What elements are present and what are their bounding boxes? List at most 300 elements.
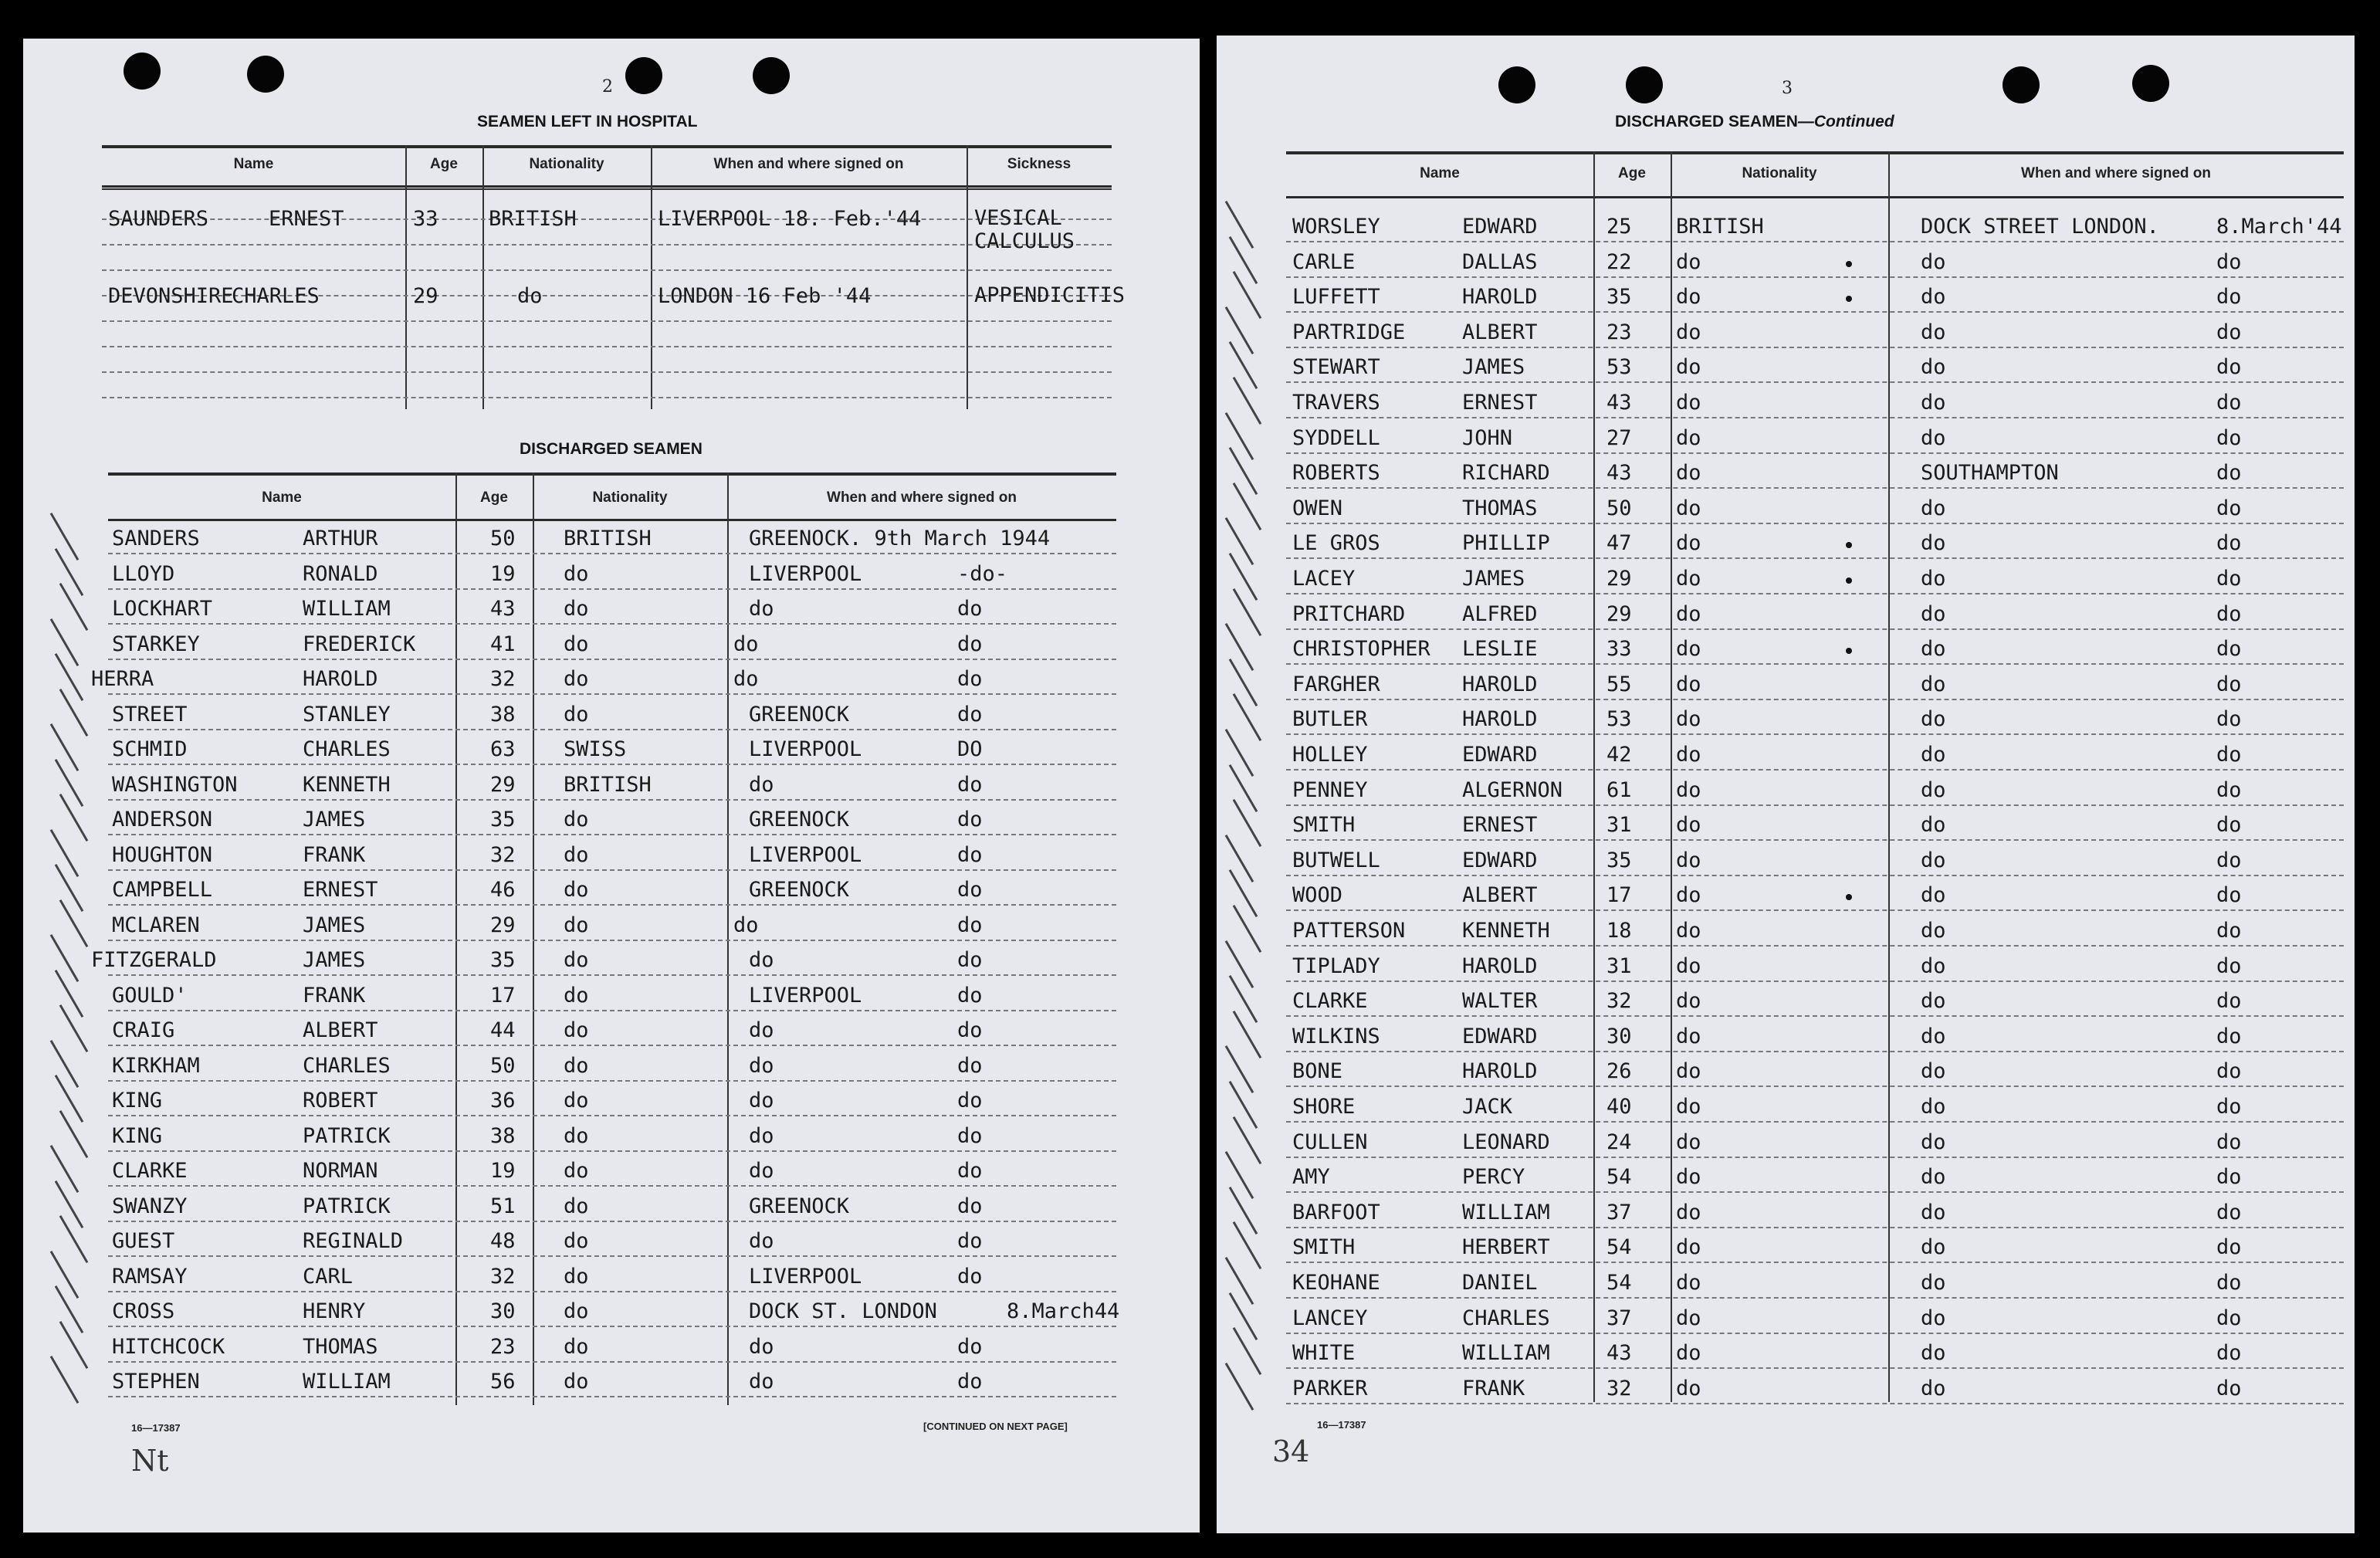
first-name: JAMES [1462, 567, 1525, 591]
check-mark [1233, 1011, 1262, 1058]
age: 37 [1606, 1201, 1632, 1224]
first-name: HERBERT [1462, 1235, 1550, 1259]
surname: HERRA [91, 667, 154, 691]
first-name: REGINALD [303, 1229, 404, 1253]
row-rule [1286, 381, 2344, 383]
row-rule [108, 1080, 1116, 1082]
surname: WASHINGTON [112, 773, 238, 797]
nationality: do [1676, 285, 1701, 309]
nationality: do [564, 984, 589, 1008]
column-header: When and where signed on [713, 156, 904, 172]
signed-on-date: do [957, 1335, 983, 1359]
column-divider [1593, 151, 1595, 1402]
nationality: do [564, 1265, 589, 1289]
signed-on-date: do [957, 948, 983, 972]
row-rule [108, 764, 1116, 765]
check-mark [55, 1075, 84, 1123]
right-page [1217, 36, 2355, 1533]
signed-on-place: do [1921, 672, 1946, 696]
punch-hole [2132, 65, 2169, 102]
check-mark [1225, 1363, 1254, 1411]
nationality: do [1676, 637, 1701, 661]
check-mark [1233, 1327, 1262, 1375]
surname: CLARKE [112, 1159, 188, 1183]
surname: LACEY [1292, 567, 1356, 591]
age: 35 [490, 808, 516, 831]
signed-on-place: do [1921, 250, 1946, 274]
punch-hole [1626, 66, 1663, 103]
first-name: HAROLD [1462, 954, 1538, 978]
row-rule [108, 869, 1116, 871]
signed-on-place: do [1921, 989, 1946, 1013]
first-name: ARTHUR [303, 527, 378, 550]
age: 29 [490, 913, 516, 937]
nationality: do [1676, 1271, 1701, 1295]
age: 35 [1606, 285, 1632, 309]
surname: CRAIG [112, 1018, 175, 1042]
row-rule [1286, 276, 2344, 278]
age: 42 [1606, 743, 1632, 767]
first-name: FREDERICK [303, 632, 416, 656]
signed-on-place: do [1921, 637, 1946, 661]
signed-on-place: do [1921, 496, 1946, 520]
nationality: do [564, 1194, 589, 1218]
age: 36 [490, 1089, 516, 1113]
row-rule [108, 1326, 1116, 1327]
column-header: Age [480, 489, 508, 506]
row-rule [108, 1185, 1116, 1187]
first-name: WILLIAM [1462, 1341, 1550, 1365]
nationality: do [564, 913, 589, 937]
signed-on-date: do [957, 913, 983, 937]
nationality: do [1676, 778, 1701, 802]
age: 48 [490, 1229, 516, 1253]
surname: BONE [1292, 1059, 1343, 1083]
signed-on-place: do [1921, 1235, 1946, 1259]
nationality: do [1676, 848, 1701, 872]
signed-on-date: do [2216, 778, 2242, 802]
signed-on-date: DO [957, 737, 983, 761]
surname: PRITCHARD [1292, 602, 1406, 626]
surname: ROBERTS [1292, 461, 1380, 485]
signed-on-date: do [2216, 602, 2242, 626]
nationality: do [1676, 1341, 1701, 1365]
check-mark [1229, 341, 1258, 389]
nationality: do [564, 1124, 589, 1148]
surname: SWANZY [112, 1194, 188, 1218]
surname: PARKER [1292, 1377, 1368, 1401]
form-number: 16—17387 [1317, 1419, 1366, 1431]
signed-on-place: do [733, 913, 759, 937]
check-mark [59, 1110, 89, 1158]
surname: HITCHCOCK [112, 1335, 225, 1359]
age: 54 [1606, 1271, 1632, 1295]
first-name: FRANK [303, 984, 366, 1008]
page-number: 2 [602, 77, 613, 97]
age: 30 [1606, 1025, 1632, 1048]
signed-on-place: do [1921, 707, 1946, 731]
check-mark [1233, 1221, 1262, 1269]
first-name: ERNEST [269, 207, 344, 231]
age: 32 [1606, 989, 1632, 1013]
first-name: EDWARD [1462, 848, 1538, 872]
check-mark [1225, 835, 1254, 882]
surname: LOCKHART [112, 597, 213, 621]
check-mark [1225, 623, 1254, 671]
check-mark [1229, 1187, 1258, 1235]
punch-hole [625, 57, 662, 94]
first-name: CHARLES [303, 1054, 391, 1078]
age: 61 [1606, 778, 1632, 802]
surname: PENNEY [1292, 778, 1368, 802]
signed-on-date: do [2216, 1377, 2242, 1401]
row-rule [1286, 417, 2344, 418]
row-rule [1286, 1157, 2344, 1158]
nationality: do [564, 1159, 589, 1183]
signed-on-date: do [2216, 531, 2242, 555]
signed-on-place: LIVERPOOL [749, 737, 862, 761]
row-rule [1286, 769, 2344, 771]
handwritten-note: Nt [131, 1444, 169, 1478]
signed-on: LIVERPOOL 18. Feb.'44 [658, 207, 922, 231]
column-header: When and where signed on [2021, 165, 2211, 181]
first-name: HAROLD [1462, 672, 1538, 696]
row-rule [102, 269, 1112, 271]
surname: PARTRIDGE [1292, 320, 1406, 344]
first-name: PATRICK [303, 1194, 391, 1218]
age: 35 [490, 948, 516, 972]
surname: DEVONSHIRE [108, 284, 234, 308]
surname: TIPLADY [1292, 954, 1380, 978]
row-rule [1286, 347, 2344, 348]
first-name: ALBERT [303, 1018, 378, 1042]
first-name: ALFRED [1462, 602, 1538, 626]
age: 32 [490, 667, 516, 691]
check-mark [50, 513, 80, 561]
continued-note: [CONTINUED ON NEXT PAGE] [923, 1421, 1068, 1432]
age: 43 [1606, 391, 1632, 415]
row-rule [1286, 523, 2344, 524]
nationality: do [564, 632, 589, 656]
column-divider [1888, 151, 1890, 1402]
surname: LLOYD [112, 562, 175, 586]
first-name: JOHN [1462, 426, 1513, 450]
signed-on-place: do [749, 1159, 774, 1183]
nationality: do [1676, 461, 1701, 485]
surname: MCLAREN [112, 913, 200, 937]
check-mark [1225, 729, 1254, 777]
first-name: WILLIAM [303, 1370, 391, 1394]
row-rule [108, 904, 1116, 906]
check-mark [1225, 1045, 1254, 1093]
nationality: do [1676, 1235, 1701, 1259]
signed-on-place: GREENOCK [749, 1194, 850, 1218]
age: 32 [490, 843, 516, 867]
signed-on-place: do [1921, 813, 1946, 837]
first-name: EDWARD [1462, 743, 1538, 767]
signed-on-date: do [957, 597, 983, 621]
nationality: do [1676, 250, 1701, 274]
signed-on-place: do [1921, 954, 1946, 978]
ink-dot [1846, 577, 1852, 584]
nationality: do [1676, 531, 1701, 555]
age: 37 [1606, 1306, 1632, 1330]
signed-on-date: do [2216, 707, 2242, 731]
signed-on-place: LIVERPOOL [749, 1265, 862, 1289]
first-name: WALTER [1462, 989, 1538, 1013]
check-mark [1233, 1116, 1262, 1164]
age: 40 [1606, 1095, 1632, 1119]
row-rule [1286, 241, 2344, 242]
signed-on-date: do [2216, 637, 2242, 661]
age: 23 [490, 1335, 516, 1359]
row-rule [108, 1115, 1116, 1116]
first-name: CARL [303, 1265, 354, 1289]
check-mark [1233, 588, 1262, 636]
column-header: Name [1420, 165, 1460, 181]
signed-on-place: do [1921, 919, 1946, 943]
first-name: HAROLD [1462, 1059, 1538, 1083]
signed-on-date: do [957, 1265, 983, 1289]
nationality: do [1676, 355, 1701, 379]
signed-on-place: do [749, 1370, 774, 1394]
nationality: do [1676, 1306, 1701, 1330]
signed-on-date: do [2216, 391, 2242, 415]
column-divider [533, 472, 534, 1405]
first-name: DALLAS [1462, 250, 1538, 274]
age: 38 [490, 1124, 516, 1148]
first-name: JAMES [303, 808, 366, 831]
surname: SMITH [1292, 813, 1356, 837]
check-mark [1229, 447, 1258, 495]
row-rule [1286, 452, 2344, 454]
row-rule [108, 974, 1116, 976]
nationality: do [1676, 426, 1701, 450]
signed-on-date: do [957, 1089, 983, 1113]
surname: ANDERSON [112, 808, 213, 831]
nationality: do [1676, 1165, 1701, 1189]
signed-on-place: do [1921, 567, 1946, 591]
sickness: APPENDICITIS [974, 283, 1126, 307]
nationality: do [564, 1299, 589, 1323]
signed-on-date: do [957, 1159, 983, 1183]
check-mark [1225, 412, 1254, 460]
check-mark [1233, 483, 1262, 530]
age: 22 [1606, 250, 1632, 274]
signed-on-date: do [957, 1018, 983, 1042]
age: 35 [1606, 848, 1632, 872]
first-name: FRANK [1462, 1377, 1525, 1401]
nationality: do [564, 1370, 589, 1394]
column-header: Name [262, 489, 302, 506]
surname: CAMPBELL [112, 878, 213, 902]
age: 50 [1606, 496, 1632, 520]
signed-on-date: do [957, 773, 983, 797]
nationality: do [1676, 989, 1701, 1013]
row-rule [108, 1150, 1116, 1152]
row-rule [1286, 1191, 2344, 1193]
first-name: ALBERT [1462, 883, 1538, 907]
row-rule [1286, 1403, 2344, 1404]
nationality: BRITISH [564, 773, 652, 797]
signed-on-date: -do- [957, 562, 1008, 586]
column-header: Sickness [1007, 156, 1072, 172]
row-rule [1286, 557, 2344, 559]
row-rule [108, 729, 1116, 730]
column-divider [1671, 151, 1672, 1402]
row-rule [1286, 628, 2344, 630]
signed-on-date: do [2216, 1025, 2242, 1048]
signed-on: LONDON 16 Feb '44 [658, 284, 872, 308]
signed-on-place: LIVERPOOL [749, 843, 862, 867]
surname: WHITE [1292, 1341, 1356, 1365]
nationality: do [1676, 707, 1701, 731]
signed-on-place: DOCK ST. LONDON [749, 1299, 937, 1323]
check-mark [50, 1356, 80, 1404]
check-mark [1233, 905, 1262, 953]
surname: CARLE [1292, 250, 1356, 274]
first-name: WILLIAM [1462, 1201, 1550, 1224]
check-mark [59, 1004, 89, 1052]
signed-on-date: 8.March44 [1007, 1299, 1120, 1323]
age: 53 [1606, 707, 1632, 731]
row-rule [102, 397, 1112, 398]
age: 32 [490, 1265, 516, 1289]
surname: STREET [112, 703, 188, 727]
signed-on-place: SOUTHAMPTON [1921, 461, 2059, 485]
age: 38 [490, 703, 516, 727]
signed-on-date: do [2216, 250, 2242, 274]
signed-on-date: do [2216, 743, 2242, 767]
first-name: JAMES [303, 948, 366, 972]
surname: SHORE [1292, 1095, 1356, 1119]
signed-on-place: do [749, 1054, 774, 1078]
nationality: do [564, 843, 589, 867]
age: 43 [1606, 1341, 1632, 1365]
signed-on-date: do [2216, 1165, 2242, 1189]
nationality: do [564, 808, 589, 831]
page-number: 3 [1782, 79, 1793, 98]
surname: RAMSAY [112, 1265, 188, 1289]
surname: CULLEN [1292, 1130, 1368, 1154]
signed-on-place: do [1921, 1377, 1946, 1401]
age: 24 [1606, 1130, 1632, 1154]
signed-on-place: GREENOCK. 9th March 1944 [749, 527, 1051, 550]
first-name: JAMES [303, 913, 366, 937]
first-name: WILLIAM [303, 597, 391, 621]
row-rule [108, 693, 1116, 695]
signed-on-date: do [957, 984, 983, 1008]
row-rule [108, 1396, 1116, 1397]
column-divider [455, 472, 457, 1405]
row-rule [1286, 1015, 2344, 1017]
signed-on-date: do [2216, 426, 2242, 450]
row-rule [1286, 1262, 2344, 1263]
first-name: RONALD [303, 562, 378, 586]
row-rule [1286, 1086, 2344, 1087]
signed-on-place: LIVERPOOL [749, 984, 862, 1008]
punch-hole [2003, 66, 2040, 103]
age: 19 [490, 1159, 516, 1183]
age: 17 [1606, 883, 1632, 907]
first-name: CHARLES [1462, 1306, 1550, 1330]
check-mark [50, 1145, 80, 1193]
row-rule [108, 940, 1116, 941]
first-name: ERNEST [1462, 391, 1538, 415]
nationality: do [1676, 954, 1701, 978]
age: 29 [413, 284, 438, 308]
column-header: Age [1618, 165, 1646, 181]
first-name: HAROLD [303, 667, 378, 691]
signed-on-place: do [749, 773, 774, 797]
signed-on-place: do [1921, 391, 1946, 415]
check-mark [55, 1180, 84, 1228]
signed-on-date: do [957, 1229, 983, 1253]
column-header: Nationality [529, 156, 604, 172]
signed-on-place: do [1921, 1201, 1946, 1224]
row-rule [1286, 1121, 2344, 1123]
check-mark [50, 618, 80, 666]
age: 46 [490, 878, 516, 902]
surname: BUTLER [1292, 707, 1368, 731]
age: 54 [1606, 1165, 1632, 1189]
check-mark [50, 1040, 80, 1088]
signed-on-date: do [2216, 1306, 2242, 1330]
ink-dot [1846, 542, 1852, 548]
first-name: DANIEL [1462, 1271, 1538, 1295]
row-rule [102, 244, 1112, 246]
signed-on-place: do [1921, 1130, 1946, 1154]
signed-on-place: do [1921, 1025, 1946, 1048]
signed-on-place: GREENOCK [749, 703, 850, 727]
signed-on-date: do [957, 703, 983, 727]
nationality: do [564, 667, 589, 691]
nationality: BRITISH [1676, 215, 1764, 239]
row-rule [1286, 1227, 2344, 1228]
first-name: NORMAN [303, 1159, 378, 1183]
signed-on-place: do [749, 948, 774, 972]
signed-on-place: do [1921, 426, 1946, 450]
first-name: THOMAS [1462, 496, 1538, 520]
first-name: PHILLIP [1462, 531, 1550, 555]
discharged-continued-title: DISCHARGED SEAMEN—Continued [1615, 113, 1894, 130]
surname: KEOHANE [1292, 1271, 1380, 1295]
signed-on-place: do [749, 1229, 774, 1253]
surname: KING [112, 1124, 163, 1148]
nationality: do [1676, 496, 1701, 520]
signed-on-place: do [1921, 1095, 1946, 1119]
sickness: VESICAL CALCULUS [974, 206, 1075, 253]
nationality: do [1676, 602, 1701, 626]
surname: OWEN [1292, 496, 1343, 520]
column-divider [651, 145, 652, 409]
first-name: JAMES [1462, 355, 1525, 379]
row-rule [108, 553, 1116, 554]
surname: HOUGHTON [112, 843, 213, 867]
row-rule [108, 799, 1116, 801]
signed-on-date: do [2216, 989, 2242, 1013]
first-name: JACK [1462, 1095, 1513, 1119]
age: 53 [1606, 355, 1632, 379]
row-rule [1286, 909, 2344, 911]
form-number: 16—17387 [131, 1422, 181, 1434]
table-rule [102, 188, 1112, 190]
signed-on-date: do [2216, 919, 2242, 943]
age: 44 [490, 1018, 516, 1042]
hospital-title: SEAMEN LEFT IN HOSPITAL [477, 113, 698, 130]
punch-hole [753, 57, 790, 94]
ink-dot [1846, 648, 1852, 654]
